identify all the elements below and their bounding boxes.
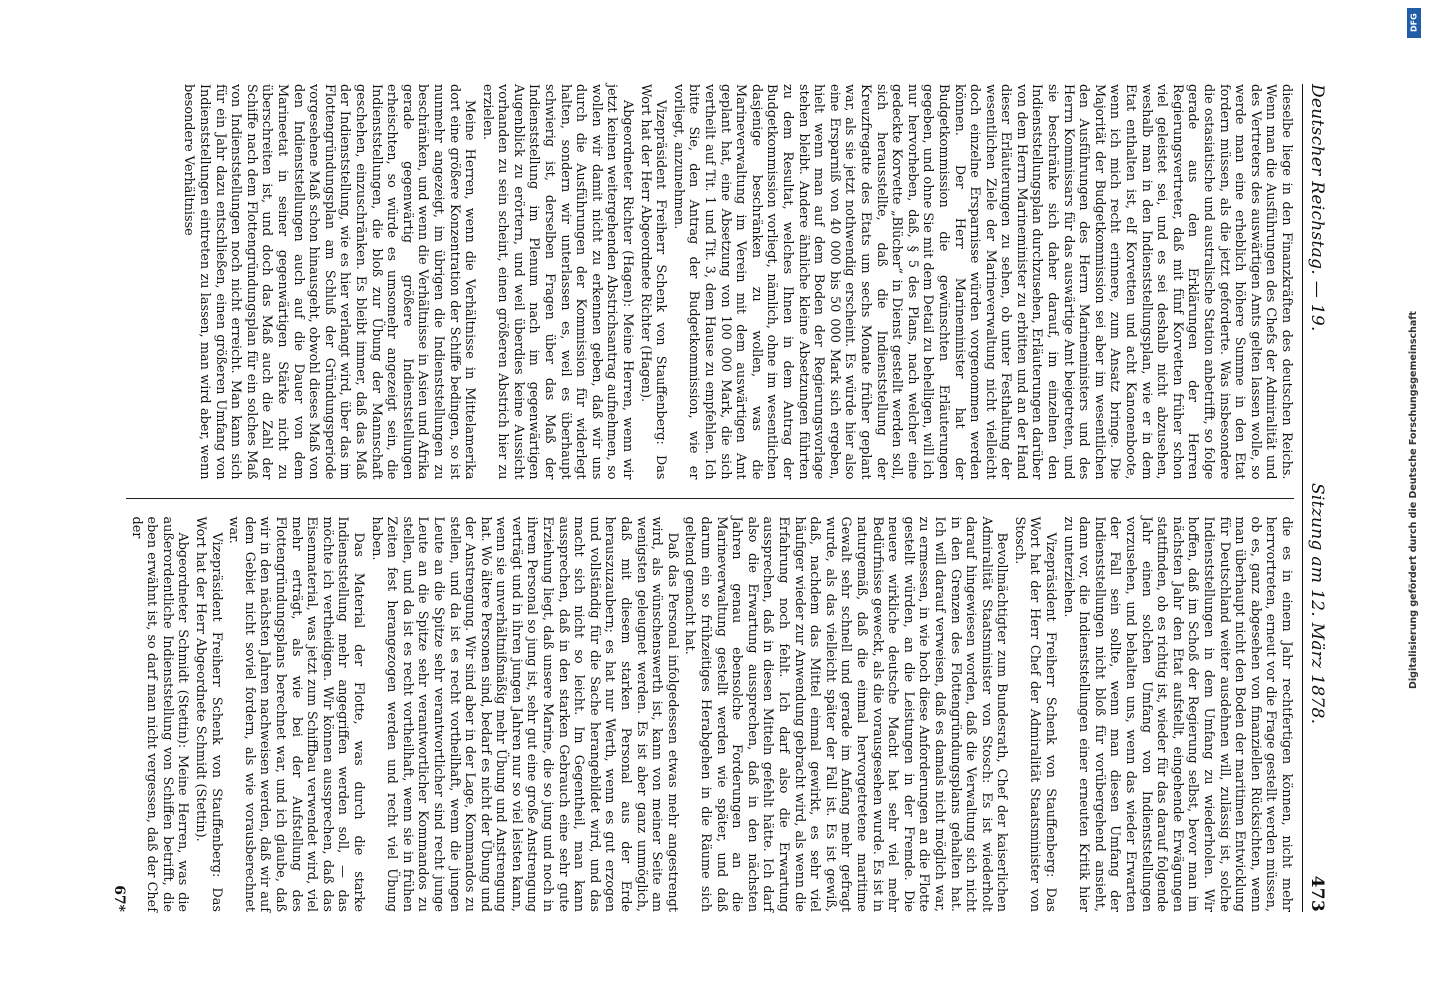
speaker-paragraph: Vizepräsident Freiherr Schenk von Stauffenberg: Das Wort hat der Herr Chef der Admiralität Staatsminister von Stosch. <box>1011 516 1059 912</box>
running-head-center: Sitzung am 12. März 1878. <box>1307 482 1327 725</box>
document-page <box>61 30 1371 970</box>
paragraph: die es in einem Jahr rechtfertigen können, nicht mehr herrvortreten, erneut vor die Frage gestellt werden müssen, ob es, ganz abgesehen von finanziellen Rücksichten, wenn man überhaupt nicht den Boden der maritimen Entwicklung für Deutschland weiter ausdehnen will, zulässig ist, solche Indienststellungen in dem Umfang zu wiederholen. Wir hoffen, daß im Schoß der Regierung selbst, bevor man im nächsten Jahr den Etat aufstellt, eingehende Erwägungen stattfinden, ob es richtig ist, wieder für das darauf folgende Jahr einen solchen Umfang von Indienststellungen vorzusehen, und behalten uns, wenn das wieder Erwarten der Fall sein sollte, wenn man diesen Umfang der Indienststellungen nicht bloß für vorübergehend ansieht, dann vor, die Indienststellungen einer erneuten Kritik hier zu unterziehen. <box>1060 516 1294 912</box>
header-rule <box>1302 84 1303 912</box>
paragraph: Abgeordneter Richter (Hagen): Meine Herren, wenn wir jetzt keinen weitergehenden Abstrichsantrag aufnehmen, so wollen wir damit nicht zu erkennen geben, daß wir uns durch die Ausführungen der Kommission für widerlegt halten, sondern wir unterlassen es, weil es überhaupt schwierig ist, derselben Fragen über das Maß der Indienststellung im Plenum nach im gegenwärtigen Augenblick zu erörtern, und weil überdies keine Aussicht vorhanden zu sein scheint, einen größeren Abstrich hier zu erzielen. <box>479 84 636 480</box>
paragraph: Meine Herren, wenn die Verhältnisse in Mittelamerika dort eine größere Konzentration der Schiffe bedingen, so ist nunmehr angezeigt, im übrigen die Indienststellungen zu beschränken, und wenn die Verhältnisse in Asien und Afrika gerade gegenwärtig größere Indienststellungen erheischten, so würde es umsomehr angezeigt sein, die Indienststellungen, die bloß zur Übung der Mannschaft geschehen, einzuschränken. Es bleibt immer, daß das Maß der Indienststellung, wie es hier verlangt wird, über das im Flottengründungsplan am Schluß der Gründungsperiode vorgesehene Maß schon hinausgeht, obwohl dieses Maß von den Indienststellungen auch auf die Dauer von dem Marineetat in seiner gegenwärtigen Stärke nicht zu überschreiten ist, und doch das Maß auch die Zahl der Schiffe nach dem Flottengründungsplan für ein solches Maß von Indienststellungen noch nicht erreicht. Man kann sich für ein Jahr dazu entschließen, einen größeren Umfang von Indienststellungen eintreten zu lassen, man wird aber, wenn besondere Verhältnisse <box>181 84 478 480</box>
sheet-mark: 67* <box>111 885 128 912</box>
paragraph: dieselbe liege in den Finanzkräften des deutschen Reichs. Wenn man die Ausführungen des Chefs der Admiralität und des Vertreters des auswärtigen Amts gelten lassen wolle, so werde man eine erheblich höhere Summe in den Etat fordern müssen, als die jetzt geforderte. Was insbesondere die ostasiatische und australische Station anbetrifft, so folge gerade aus den Erklärungen der Herren Regierungsvertreter, daß mit fünf Korvetten früher schon viel geleistet sei, und es sei deshalb nicht abzusehen, weshalb man in den Indienststellungsplan, wie er in dem Etat enthalten ist, elf Korvetten und acht Kanonenboote, wenn ich mich recht erinnere, zum Ansatz bringe. Die Majorität der Budgetkommission sei aber im wesentlichen den Ausführungen des Herrn Marineministers und des Herrn Kommissars für das auswärtige Amt beigetreten, und sie beschränke sich daher darauf, im einzelnen den Indienststellungsplan durchzusehen, Erläuterungen darüber von dem Herrn Marineminister zu erbitten und an der Hand dieser Erläuterungen zu sehen, ob unter Festhaltung der wesentlichen Ziele der Marineverwaltung nicht vielleicht doch einzelne Ersparnisse würden vorgenommen werden können. Der Herr Marineminister hat der Budgetkommission die gewünschten Erläuterungen gegeben, und ohne Sie mit dem Detail zu behelligen, will ich nur hervorheben, daß, § 5 des Plans, nach welcher eine gedeckte Korvette „Blücher“ in Dienst gestellt werden soll, sich herausstellte, daß die Indienststellung der Kreuzfregatte des Etats um sechs Monate früher geplant war, als sie jetzt nothwendig erscheint. Es würde hier also eine Ersparniß von 40 000 bis 50 000 Mark sich ergeben, hielt wenn man auf dem Boden der Regierungsvorlage stehen bleibt. Andere ähnliche kleine Absetzungen führten zu dem Resultat, welches Ihnen in dem Antrag der Budgetkommission vorliegt, nämlich, ohne im wesentlichen dasjenige beschränken zu wollen, was die Marineverwaltung im Verein mit dem auswärtigen Amt geplant hat, eine Absetzung von 100 000 Mark, die sich vertheilt auf Tit. 1 und Tit. 3, dem Hause zu empfehlen. Ich bitte Sie, den Antrag der Budgetkommission, wie er vorliegt, anzunehmen. <box>670 84 1294 480</box>
page-number: 473 <box>1307 875 1327 912</box>
speaker-paragraph: Vizepräsident Freiherr Schenk von Stauffenberg: Das Wort hat der Herr Abgeordnete Richter (Hagen). <box>637 84 669 480</box>
digitization-credit: Digitalisierung gefördert durch die Deutsche Forschungsgemeinschaft <box>1408 311 1419 689</box>
running-head-left: Deutscher Reichstag. — 19. <box>1307 84 1327 332</box>
speaker-paragraph: Vizepräsident Freiherr Schenk von Stauffenberg: Das Wort hat der Herr Abgeordnete Schmidt (Stettin). <box>193 516 224 912</box>
paragraph: Daß das Personal infolgedessen etwas mehr angestrengt wird, als wünschenswerth ist, kann von meiner Seite am wenigsten geleugnet werden. Es ist aber ganz unmöglich, daß mit diesem starken Personal aus der Erde herauszuzaubern; es hat nur Werth, wenn es gut erzogen und vollständig für die Sache herangebildet wird, und das macht sich nicht so leicht. Im Gegentheil, man kann aussprechen, daß in den starken Gebrauch eine sehr gute Erziehung liegt, daß unsere Marine, die so jung und noch in ihrem Personal so jung ist, sehr gut eine große Anstrengung verträgt und in ihren jungen Jahren nur so viel leisten kann, wenn sie unverhältnißmäßig mehr Übung und Anstrengung hat. Wo ältere Personen sind, bedarf es nicht der Übung und der Anstrengung. Wir sind aber in der Lage, Kommandos zu stellen, und da ist es recht vortheilhaft, wenn die jungen Leute an die Spitze sehr verantwortlicher sind recht junge Leute an die Spitze sehr verantwortlicher Kommandos zu stellen, und da ist es recht vortheilhaft, wenn sie in frühen Zeiten fest herangezogen werden und recht viel Übung haben. <box>368 516 680 912</box>
paragraph: Das Material der Flotte, was durch die starke Indienststellung mehr angegriffen werden soll, — das möchte ich vertheidigen. Wir können aussprechen, daß das Eisenmaterial, was jetzt zum Schiffbau verwendet wird, viel mehr erträgt, als wie bei der Aufstellung des Flottengründungsplans berechnet war, und ich glaube, daß wir in den nächsten Jahren nachweisen werden, daß wir auf dem Gebiet nicht soviel fordern, als wie vorausberechnet war. <box>226 516 366 912</box>
paragraph: Bevollmächtigter zum Bundesrath, Chef der kaiserlichen Admiralität Staatsminister von Stosch: Es ist wiederholt darauf hingewiesen worden, daß die Verwaltung sich nicht in den Grenzen des Flottengründungsplans gehalten hat. Ich will darauf verweisen, daß es damals nicht möglich war, zu ermessen, in wie hoch diese Anforderungen an die Flotte gestellt würden, an die Leistungen in der Fremde. Die neuere wirkliche deutsche Macht hat sehr viel mehr Bedürfnisse geweckt, als die vorausgesehen wurde. Es ist in naturgemäß, daß die einmal hervorgetretene maritime Gewalt sehr schnell und gerade im Anfang mehr gefragt wurde, als das vielleicht später der Fall ist. Es ist gewiß, daß, nachdem das Mittel einmal gewirkt, es sehr viel häufiger wieder zur Anwendung gebracht wird, als wenn die Erfahrung noch fehlt. Ich darf also die Erwartung aussprechen, daß in diesen Mitteln gefehlt hätte. Ich darf also die Erwartung aussprechen, daß in den nächsten Jahren genau ebensolche Forderungen an die Marineverwaltung gestellt werden wie später, und daß darum ein so frühzeitiges Herabgehen in die Räume sich geltend gemacht hat. <box>682 516 1010 912</box>
page-header <box>1303 84 1327 912</box>
text-columns <box>111 84 1294 912</box>
dfg-logo: DFG <box>1407 8 1421 38</box>
column-divider <box>126 498 1294 499</box>
column-left <box>126 84 1294 480</box>
paragraph: Abgeordneter Schmidt (Stettin): Meine Herren, was die außerordentliche Indienststellung von Schiffen betrifft, die eben erwähnt ist, so darf man nicht vergessen, daß der Chef der <box>128 516 191 912</box>
column-right <box>111 516 1294 913</box>
